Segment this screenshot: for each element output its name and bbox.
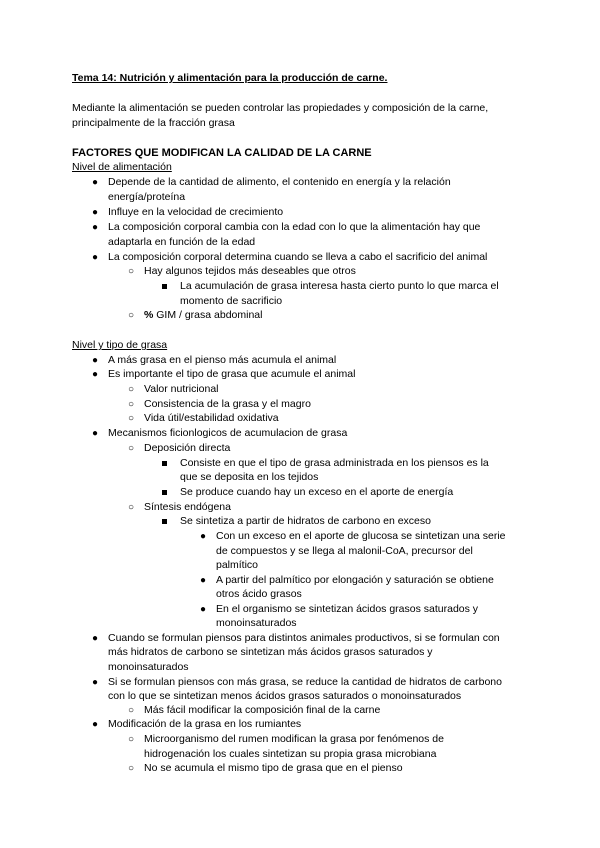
- list-item: Valor nutricional: [144, 383, 219, 395]
- bullet-dot: ●: [200, 575, 207, 586]
- list-item: [144, 308, 262, 323]
- bullet-dot: ●: [92, 252, 99, 263]
- subheading-nivel-tipo-grasa: Nivel y tipo de grasa: [72, 339, 168, 351]
- list-item: Si se formulan piensos con más grasa, se reduce la cantidad de hidratos de carbono: [108, 676, 502, 688]
- bullet-circle: ○: [128, 384, 135, 395]
- bullet-circle: ○: [128, 763, 135, 774]
- bullet-dot: ●: [92, 719, 99, 730]
- list-item: Deposición directa: [144, 442, 231, 454]
- list-item: A más grasa en el pienso más acumula el animal: [108, 354, 337, 366]
- bullet-dot: ●: [200, 531, 207, 542]
- list-item: La composición corporal determina cuando se lleva a cabo el sacrificio del animal: [108, 251, 488, 263]
- list-item: Influye en la velocidad de crecimiento: [108, 206, 284, 218]
- list-item: A partir del palmítico por elongación y saturación se obtiene: [216, 574, 494, 586]
- list-item-cont: palmítico: [216, 559, 259, 571]
- list-item-cont: más hidratos de carbono se sintetizan más ácidos grasos saturados y: [108, 646, 433, 658]
- list-item-cont: adaptarla en función de la edad: [108, 236, 256, 248]
- bullet-dot: ●: [92, 633, 99, 644]
- list-item: En el organismo se sintetizan ácidos grasos saturados y: [216, 603, 479, 615]
- gim-text: GIM / grasa abdominal: [153, 309, 263, 321]
- bullet-circle: ○: [128, 734, 135, 745]
- bullet-dot: ●: [92, 207, 99, 218]
- list-item-cont: energía/proteína: [108, 191, 186, 203]
- list-item: La acumulación de grasa interesa hasta cierto punto lo que marca el: [180, 280, 499, 292]
- bullet-circle: ○: [128, 502, 135, 513]
- list-item-cont: monoinsaturados: [108, 661, 189, 673]
- bullet-dot: ●: [92, 369, 99, 380]
- bullet-circle: ○: [128, 443, 135, 454]
- bullet-dot: ●: [92, 428, 99, 439]
- list-item: Microorganismo del rumen modifican la grasa por fenómenos de: [144, 733, 444, 745]
- bullet-circle: ○: [128, 399, 135, 410]
- intro-line-1: Mediante la alimentación se pueden controlar las propiedades y composición de la carne,: [72, 102, 489, 114]
- list-item-cont: hidrogenación los cuales sintetizan su propia grasa microbiana: [144, 748, 437, 760]
- list-item: Depende de la cantidad de alimento, el contenido en energía y la relación: [108, 176, 451, 188]
- list-item: Síntesis endógena: [144, 501, 231, 513]
- bullet-square: [162, 519, 167, 524]
- percent-symbol: %: [144, 309, 154, 321]
- page-title: Tema 14: Nutrición y alimentación para la producción de carne.: [72, 72, 388, 84]
- list-item: Cuando se formulan piensos para distintos animales productivos, si se formulan con: [108, 632, 500, 644]
- bullet-dot: ●: [92, 677, 99, 688]
- bullet-square: [162, 461, 167, 466]
- bullet-dot: ●: [92, 355, 99, 366]
- list-item-cont: momento de sacrificio: [180, 295, 283, 307]
- bullet-square: [162, 490, 167, 495]
- list-item: Modificación de la grasa en los rumiantes: [108, 718, 302, 730]
- bullet-dot: ●: [92, 177, 99, 188]
- list-item: Consistencia de la grasa y el magro: [144, 398, 311, 410]
- list-item: La composición corporal cambia con la edad con lo que la alimentación hay que: [108, 221, 481, 233]
- bullet-circle: ○: [128, 413, 135, 424]
- bullet-circle: ○: [128, 266, 135, 277]
- list-item-cont: con lo que se sintetizan menos ácidos grasos saturados o monoinsaturados: [108, 690, 462, 702]
- list-item-cont: monoinsaturados: [216, 617, 297, 629]
- subheading-nivel-alimentacion: Nivel de alimentación: [72, 161, 172, 173]
- bullet-dot: ●: [200, 604, 207, 615]
- bullet-circle: ○: [128, 310, 135, 321]
- list-item-cont: otros ácido grasos: [216, 588, 302, 600]
- list-item: Mecanismos ficionlogicos de acumulacion de grasa: [108, 427, 348, 439]
- section-heading: FACTORES QUE MODIFICAN LA CALIDAD DE LA CARNE: [72, 147, 372, 159]
- list-item: Con un exceso en el aporte de glucosa se sintetizan una serie: [216, 530, 506, 542]
- list-item: Hay algunos tejidos más deseables que otros: [144, 265, 356, 277]
- list-item-cont: que se deposita en los tejidos: [180, 471, 319, 483]
- bullet-dot: ●: [92, 222, 99, 233]
- list-item-cont: de compuestos y se llega al malonil-CoA, precursor del: [216, 545, 473, 557]
- list-item: No se acumula el mismo tipo de grasa que en el pienso: [144, 762, 403, 774]
- list-item: Vida útil/estabilidad oxidativa: [144, 412, 279, 424]
- bullet-square: [162, 284, 167, 289]
- list-item: Se sintetiza a partir de hidratos de carbono en exceso: [180, 515, 431, 527]
- list-item: Consiste en que el tipo de grasa administrada en los piensos es la: [180, 457, 489, 469]
- list-item: Es importante el tipo de grasa que acumule el animal: [108, 368, 356, 380]
- bullet-circle: ○: [128, 705, 135, 716]
- list-item: Se produce cuando hay un exceso en el aporte de energía: [180, 486, 454, 498]
- intro-line-2: principalmente de la fracción grasa: [72, 117, 235, 129]
- list-item: Más fácil modificar la composición final de la carne: [144, 704, 381, 716]
